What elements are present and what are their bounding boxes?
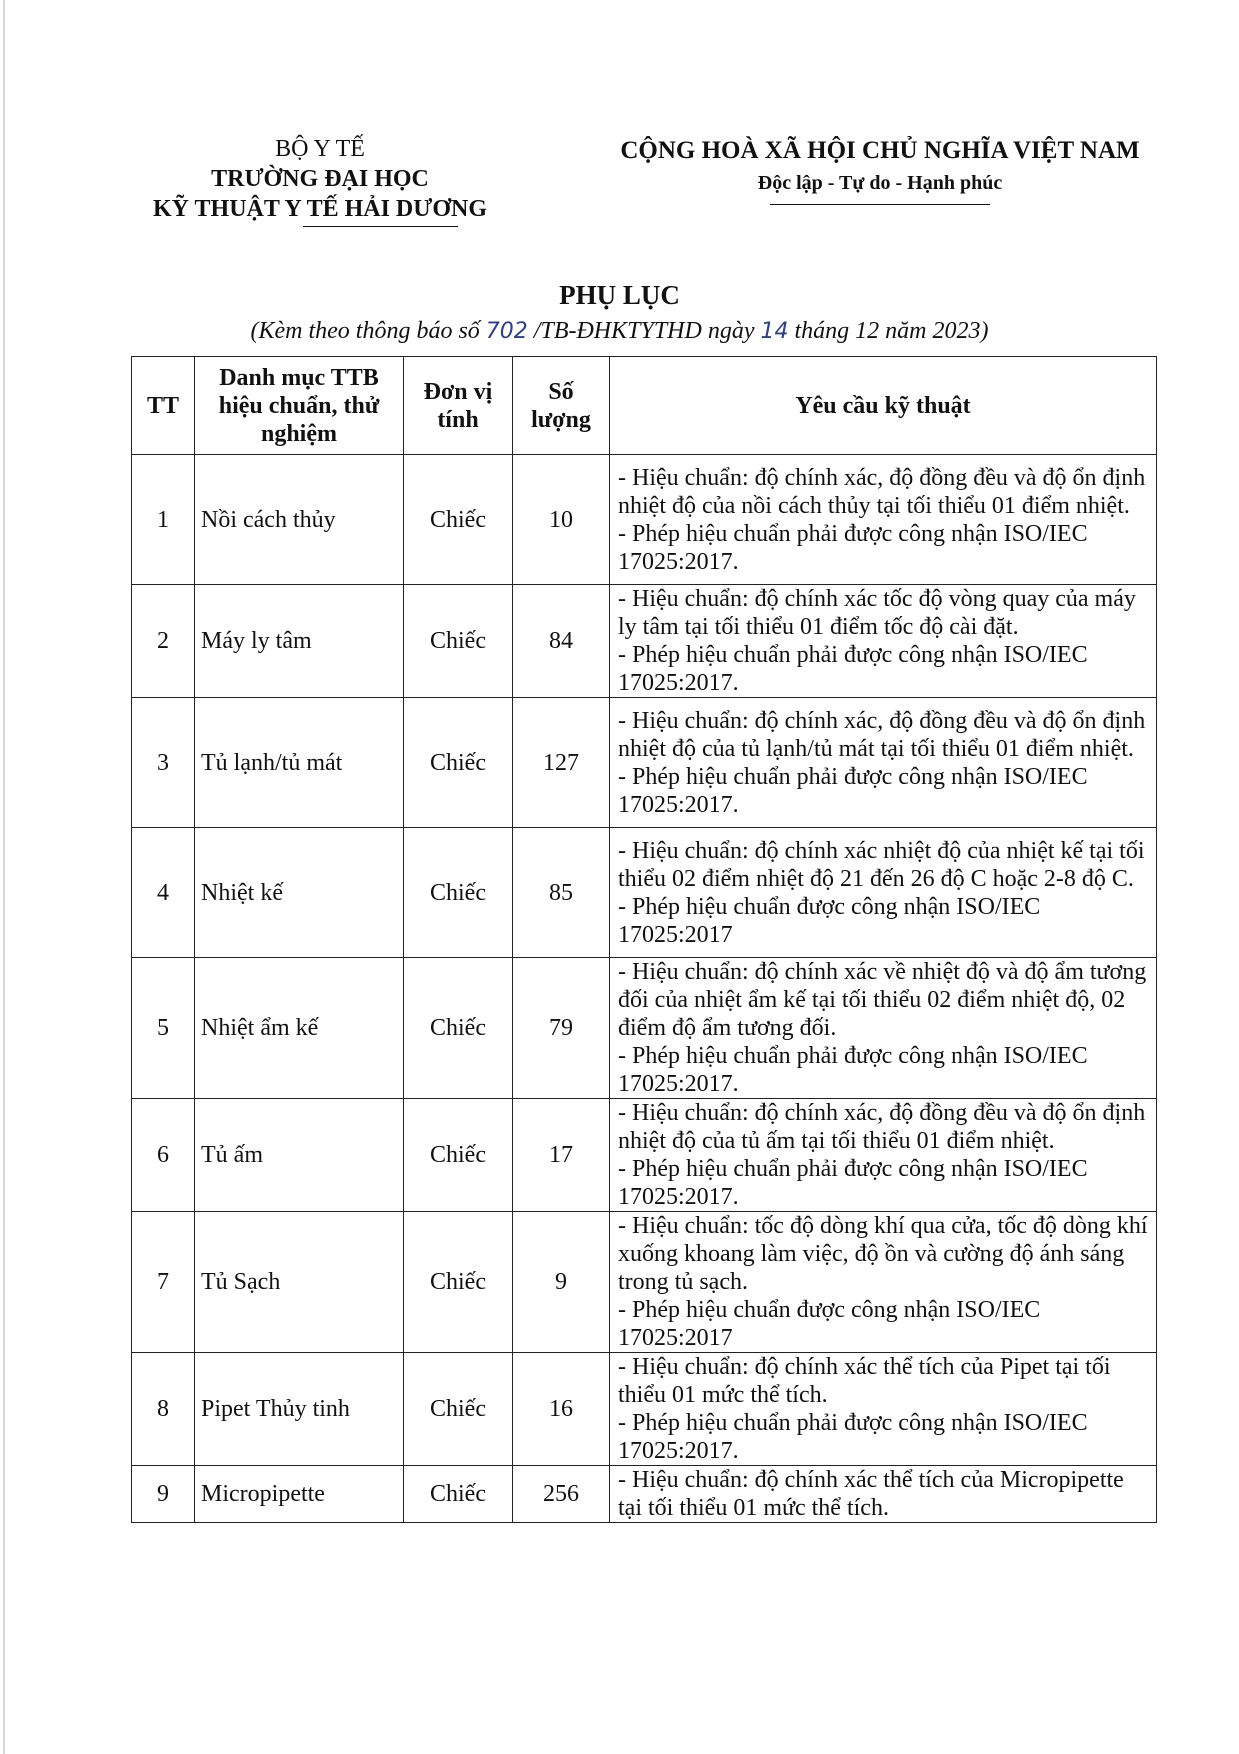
table-row [132,585,1157,698]
motto: Độc lập - Tự do - Hạnh phúc [757,172,1003,194]
requirement-line: - Phép hiệu chuẩn phải được công nhận ISO/IEC 17025:2017. [618,1410,1088,1464]
cell-requirements [610,1466,1157,1523]
school-name-line1: TRƯỜNG ĐẠI HỌC [211,166,429,192]
table-row [132,1353,1157,1466]
header-qty: Số lượng [513,357,610,455]
cell-requirements [610,828,1157,958]
cell-unit: Chiếc [404,958,513,1099]
requirement-line: - Hiệu chuẩn: độ chính xác tốc độ vòng quay của máy ly tâm tại tối thiểu 01 điểm tốc độ cài đặt. [618,586,1136,640]
cell-tt: 3 [132,698,195,828]
requirement-line: - Phép hiệu chuẩn phải được công nhận ISO/IEC 17025:2017. [618,520,1088,575]
requirement-line: - Hiệu chuẩn: tốc độ dòng khí qua cửa, tốc độ dòng khí xuống khoang làm việc, độ ồn và cường độ ánh sáng trong tủ sạch. [618,1213,1148,1295]
cell-requirements [610,958,1157,1099]
cell-requirements [610,455,1157,585]
subtitle-prefix: (Kèm theo thông báo số [250,318,486,344]
ministry-name: BỘ Y TẾ [275,136,365,162]
scan-edge [3,0,5,1754]
cell-unit: Chiếc [404,585,513,698]
cell-qty: 127 [513,698,610,828]
cell-qty: 16 [513,1353,610,1466]
requirement-line: - Hiệu chuẩn: độ chính xác, độ đồng đều và độ ổn định nhiệt độ của tủ ấm tại tối thiểu 01 điểm nhiệt. [618,1100,1146,1154]
cell-name: Micropipette [195,1466,404,1523]
requirement-line: - Phép hiệu chuẩn phải được công nhận ISO/IEC 17025:2017. [618,1043,1088,1097]
requirement-line: - Phép hiệu chuẩn phải được công nhận ISO/IEC 17025:2017. [618,763,1088,818]
cell-tt: 6 [132,1099,195,1212]
header-right [580,134,1180,205]
cell-unit: Chiếc [404,1353,513,1466]
cell-unit: Chiếc [404,828,513,958]
requirement-line: - Hiệu chuẩn: độ chính xác, độ đồng đều và độ ổn định nhiệt độ của nồi cách thủy tại tối thiểu 01 điểm nhiệt. [618,464,1146,519]
header-tt: TT [132,357,195,455]
cell-name: Tủ Sạch [195,1212,404,1353]
cell-unit: Chiếc [404,455,513,585]
cell-qty: 10 [513,455,610,585]
requirement-line: - Phép hiệu chuẩn phải được công nhận ISO/IEC 17025:2017. [618,1156,1088,1210]
requirement-line: - Phép hiệu chuẩn được công nhận ISO/IEC 17025:2017 [618,1297,1041,1351]
cell-name: Pipet Thủy tinh [195,1353,404,1466]
cell-name: Tủ lạnh/tủ mát [195,698,404,828]
requirement-line: - Hiệu chuẩn: độ chính xác thể tích của Micropipette tại tối thiểu 01 mức thể tích. [618,1467,1124,1521]
header-unit: Đơn vị tính [404,357,513,455]
requirement-line: - Hiệu chuẩn: độ chính xác về nhiệt độ và độ ẩm tương đối của nhiệt ẩm kế tại tối thiểu 02 điểm nhiệt độ, 02 điểm độ ẩm tương đối. [618,959,1147,1041]
header-name: Danh mục TTB hiệu chuẩn, thử nghiệm [195,357,404,455]
cell-unit: Chiếc [404,1466,513,1523]
table-header-row [132,357,1157,455]
cell-unit: Chiếc [404,1212,513,1353]
cell-tt: 5 [132,958,195,1099]
cell-tt: 7 [132,1212,195,1353]
cell-requirements [610,1353,1157,1466]
cell-qty: 85 [513,828,610,958]
equipment-table [131,356,1157,1523]
subtitle-suffix: tháng 12 năm 2023) [788,318,989,344]
cell-name: Máy ly tâm [195,585,404,698]
cell-tt: 1 [132,455,195,585]
table-row [132,455,1157,585]
requirement-line: - Hiệu chuẩn: độ chính xác nhiệt độ của nhiệt kế tại tối thiểu 02 điểm nhiệt độ 21 đến 26 độ C hoặc 2-8 độ C. [618,837,1145,892]
cell-name: Nhiệt kế [195,828,404,958]
table-row [132,958,1157,1099]
cell-qty: 17 [513,1099,610,1212]
school-name-line2: KỸ THUẬT Y TẾ HẢI DƯƠNG [152,196,488,222]
cell-qty: 256 [513,1466,610,1523]
page-subtitle [0,318,1239,345]
cell-name: Nồi cách thủy [195,455,404,585]
requirement-line: - Hiệu chuẩn: độ chính xác thể tích của Pipet tại tối thiểu 01 mức thể tích. [618,1354,1111,1408]
table-row [132,1466,1157,1523]
cell-unit: Chiếc [404,1099,513,1212]
cell-tt: 9 [132,1466,195,1523]
cell-requirements [610,1212,1157,1353]
header-left-underline [303,226,458,227]
cell-tt: 4 [132,828,195,958]
table-row [132,1099,1157,1212]
cell-requirements [610,1099,1157,1212]
cell-qty: 84 [513,585,610,698]
page-title: PHỤ LỤC [559,280,680,310]
subtitle-middle: /TB-ĐHKTYTHD ngày [527,318,761,344]
country-name: CỘNG HOÀ XÃ HỘI CHỦ NGHĨA VIỆT NAM [620,137,1140,164]
cell-name: Tủ ấm [195,1099,404,1212]
requirement-line: - Phép hiệu chuẩn được công nhận ISO/IEC 17025:2017 [618,893,1041,948]
cell-requirements [610,698,1157,828]
table-body [132,455,1157,1523]
cell-requirements [610,585,1157,698]
table-row [132,1212,1157,1353]
handwritten-doc-number: 702 [485,319,528,344]
cell-tt: 2 [132,585,195,698]
cell-unit: Chiếc [404,698,513,828]
cell-name: Nhiệt ẩm kế [195,958,404,1099]
table-row [132,698,1157,828]
cell-qty: 79 [513,958,610,1099]
header-right-underline [770,204,990,205]
table-row [132,828,1157,958]
cell-tt: 8 [132,1353,195,1466]
cell-qty: 9 [513,1212,610,1353]
handwritten-day: 14 [760,319,789,344]
requirement-line: - Phép hiệu chuẩn phải được công nhận ISO/IEC 17025:2017. [618,642,1088,696]
header-req: Yêu cầu kỹ thuật [610,357,1157,455]
requirement-line: - Hiệu chuẩn: độ chính xác, độ đồng đều và độ ổn định nhiệt độ của tủ lạnh/tủ mát tại tối thiểu 01 điểm nhiệt. [618,707,1146,762]
header-left [120,134,520,227]
